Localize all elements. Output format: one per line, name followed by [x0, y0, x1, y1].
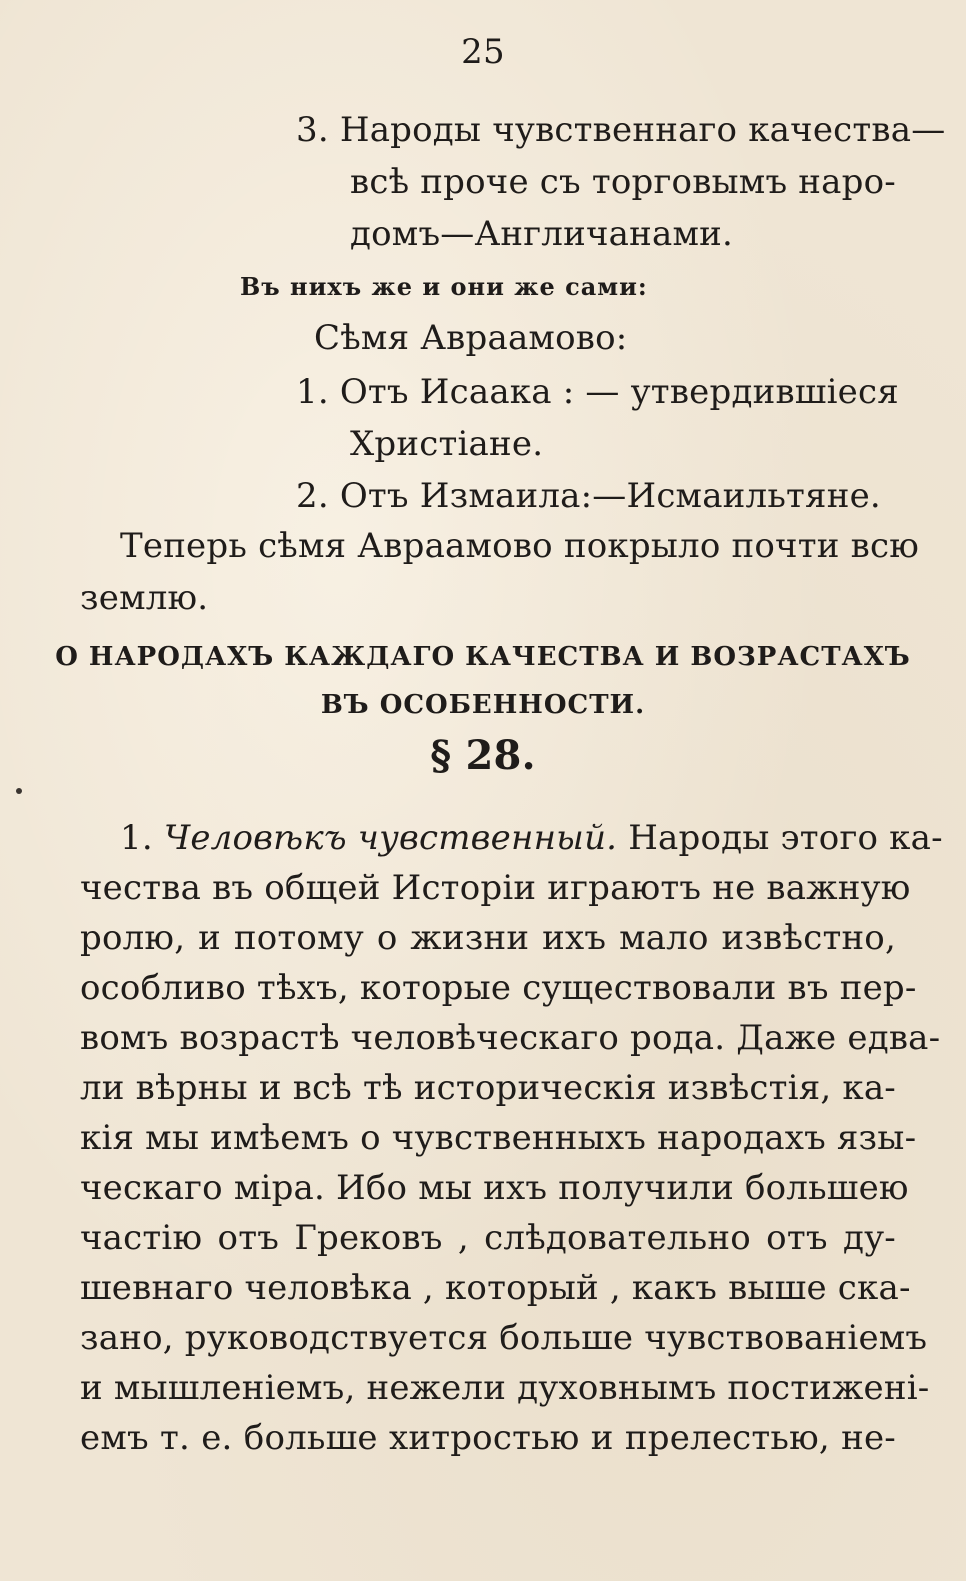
ink-speck	[16, 788, 22, 794]
italic-term: Человѣкъ чувственный.	[163, 818, 618, 858]
paragraph-line-4: особливо тѣхъ, которые существовали въ пер-	[80, 968, 917, 1008]
paragraph-line-13: емъ т. е. больше хитростью и прелестью, не-	[80, 1418, 896, 1458]
paragraph-line-10: шевнаго человѣка , который , какъ выше ска-	[80, 1268, 911, 1308]
list-item-3-line-1: 3. Народы чувственнаго качества—	[296, 110, 946, 150]
paragraph-line-5: вомъ возрастѣ человѣческаго рода. Даже едва-	[80, 1018, 941, 1058]
paragraph-line-9: частію отъ Грековъ , слѣдовательно отъ ду-	[80, 1218, 896, 1258]
paragraph-line-3: ролю, и потому о жизни ихъ мало извѣстно,	[80, 918, 896, 958]
paragraph-number: 1.	[120, 818, 153, 858]
subheading-in-them: Въ нихъ же и они же сами:	[240, 272, 648, 301]
list-item-1-line-2: Христіане.	[350, 424, 544, 464]
paragraph-first-rest: Народы этого ка-	[617, 818, 943, 858]
caption-line-1: О НАРОДАХЪ КАЖДАГО КАЧЕСТВА И ВОЗРАСТАХЪ	[55, 642, 911, 672]
caption-line-2: ВЪ ОСОБЕННОСТИ.	[320, 690, 646, 720]
paragraph-line-11: зано, руководствуется больше чувствованіемъ	[80, 1318, 928, 1358]
paragraph-line-7: кія мы имѣемъ о чувственныхъ народахъ язы-	[80, 1118, 917, 1158]
paragraph-line-1	[120, 818, 943, 858]
now-sentence-line-2: землю.	[80, 578, 209, 618]
paragraph-line-12: и мышленіемъ, нежели духовнымъ постиженi-	[80, 1368, 930, 1408]
paragraph-line-6: ли вѣрны и всѣ тѣ историческія извѣстія, ка-	[80, 1068, 896, 1108]
list-item-3-line-3: домъ—Англичанами.	[350, 214, 733, 254]
section-number: § 28.	[430, 732, 536, 779]
paragraph-line-8: ческаго міра. Ибо мы ихъ получили большею	[80, 1168, 909, 1208]
now-sentence-line-1: Теперь сѣмя Авраамово покрыло почти всю	[120, 526, 919, 566]
seed-of-abraham: Сѣмя Авраамово:	[314, 318, 628, 358]
list-item-2: 2. Отъ Измаила:—Исмаильтяне.	[296, 476, 881, 516]
list-item-1-line-1: 1. Отъ Исаака : — утвердившіеся	[296, 372, 899, 412]
paragraph-line-2: чества въ общей Исторіи играютъ не важную	[80, 868, 911, 908]
list-item-3-line-2: всѣ проче съ торговымъ наро-	[350, 162, 896, 202]
page-number: 25	[461, 32, 505, 72]
